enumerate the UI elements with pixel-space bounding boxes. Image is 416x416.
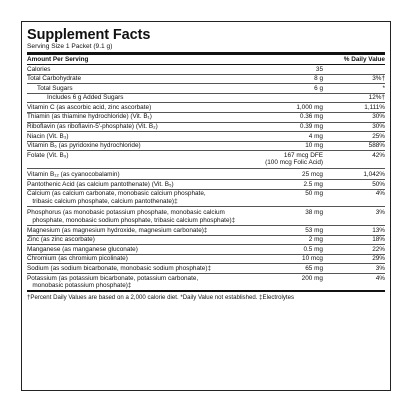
nutrient-row-chromium bbox=[27, 255, 385, 265]
nutrient-row-magnesium bbox=[27, 226, 385, 236]
nutrient-amount: 1,000 mg bbox=[296, 103, 323, 111]
nutrient-row-vitamin-c bbox=[27, 103, 385, 113]
nutrient-dv: 22% bbox=[372, 245, 385, 253]
nutrient-amount: 0.5 mg bbox=[303, 245, 323, 253]
nutrient-dv: 4% bbox=[375, 190, 385, 198]
nutrient-row-riboflavin bbox=[27, 123, 385, 133]
nutrient-name: Calories bbox=[27, 65, 51, 73]
nutrient-amount: 10 mg bbox=[305, 142, 323, 150]
nutrient-dv: 3% bbox=[375, 264, 385, 272]
nutrient-amount: 167 mcg DFE (100 mcg Folic Acid) bbox=[265, 151, 323, 167]
nutrient-amount: 65 mg bbox=[305, 264, 323, 272]
nutrient-name: Zinc (as zinc ascorbate) bbox=[27, 236, 95, 244]
nutrient-row-potassium bbox=[27, 274, 385, 290]
nutrient-dv: 50% bbox=[372, 180, 385, 188]
nutrient-dv: 18% bbox=[372, 236, 385, 244]
nutrient-name: Calcium (as calcium carbonate, monobasic calcium phosphate, tribasic calcium phosphate, calcium pantothenate)‡ bbox=[27, 190, 206, 205]
nutrient-amount: 4 mg bbox=[308, 132, 323, 140]
nutrient-name: Sodium (as sodium bicarbonate, monobasic sodium phosphate)‡ bbox=[27, 264, 212, 272]
daily-value-header: % Daily Value bbox=[343, 56, 385, 63]
nutrient-dv: 588% bbox=[368, 142, 385, 150]
panel-title: Supplement Facts bbox=[27, 27, 151, 43]
nutrient-dv: 1,111% bbox=[364, 103, 385, 111]
nutrient-name: Phosphorus (as monobasic potassium phosphate, monobasic calcium phosphate, monobasic sodium phosphate, tribasic calcium phosphate)‡ bbox=[27, 209, 236, 224]
nutrient-name: Includes 6 g Added Sugars bbox=[47, 94, 124, 102]
nutrient-name: Niacin (Vit. B₃) bbox=[27, 132, 69, 140]
nutrient-row-total-carbohydrate bbox=[27, 75, 385, 85]
nutrient-dv: 13% bbox=[372, 226, 385, 234]
nutrient-row-thiamin bbox=[27, 113, 385, 123]
nutrient-amount: 2 mg bbox=[308, 236, 323, 244]
nutrient-amount: 6 g bbox=[314, 84, 323, 92]
nutrient-amount: 8 g bbox=[314, 75, 323, 83]
nutrient-list bbox=[27, 65, 385, 290]
nutrient-dv: 30% bbox=[372, 123, 385, 131]
nutrient-row-pantothenic-acid bbox=[27, 180, 385, 190]
nutrient-amount: 0.36 mg bbox=[299, 113, 323, 121]
nutrient-amount: 25 mcg bbox=[302, 171, 323, 179]
nutrient-name: Magnesium (as magnesium hydroxide, magnesium carbonate)‡ bbox=[27, 226, 208, 234]
footnote: †Percent Daily Values are based on a 2,000 calorie diet. *Daily Value not established. ‡Electrolytes bbox=[27, 290, 385, 302]
nutrient-name: Riboflavin (as riboflavin-5′-phosphate) (Vit. B₂) bbox=[27, 123, 158, 131]
nutrient-amount: 200 mg bbox=[301, 274, 323, 282]
nutrient-name: Vitamin B₆ (as pyridoxine hydrochloride) bbox=[27, 142, 141, 150]
nutrient-row-calories bbox=[27, 65, 385, 75]
nutrient-name: Vitamin C (as ascorbic acid, zinc ascorbate) bbox=[27, 103, 152, 111]
nutrient-amount: 38 mg bbox=[305, 209, 323, 217]
nutrient-dv: 3%† bbox=[372, 75, 385, 83]
nutrient-dv: 25% bbox=[372, 132, 385, 140]
nutrient-name: Potassium (as potassium bicarbonate, potassium carbonate, monobasic potassium phosphate)‡ bbox=[27, 274, 199, 290]
nutrient-row-added-sugars bbox=[27, 94, 385, 104]
nutrient-row-zinc bbox=[27, 236, 385, 246]
nutrient-amount: 0.39 mg bbox=[299, 123, 323, 131]
nutrient-dv: 3% bbox=[375, 209, 385, 217]
nutrient-dv: 4% bbox=[375, 274, 385, 282]
nutrient-dv: 30% bbox=[372, 113, 385, 121]
nutrient-amount: 35 bbox=[315, 65, 323, 73]
nutrient-amount: 10 mcg bbox=[302, 255, 323, 263]
nutrient-dv: 29% bbox=[372, 255, 385, 263]
nutrient-row-sodium bbox=[27, 264, 385, 274]
nutrient-dv: 12%† bbox=[368, 94, 385, 102]
supplement-facts-panel bbox=[21, 21, 391, 391]
nutrient-row-calcium bbox=[27, 190, 385, 207]
nutrient-name: Total Sugars bbox=[37, 84, 73, 92]
nutrient-name: Thiamin (as thiamine hydrochloride) (Vit. B₁) bbox=[27, 113, 152, 121]
nutrient-row-total-sugars bbox=[27, 84, 385, 94]
nutrient-row-folate bbox=[27, 151, 385, 168]
nutrient-row-manganese bbox=[27, 245, 385, 255]
nutrient-amount: 50 mg bbox=[305, 190, 323, 198]
nutrient-amount: 53 mg bbox=[305, 226, 323, 234]
column-header-row bbox=[27, 55, 385, 64]
nutrient-name: Pantothenic Acid (as calcium pantothenate) (Vit. B₅) bbox=[27, 180, 174, 188]
nutrient-dv: 1,042% bbox=[363, 171, 385, 179]
amount-header: Amount Per Serving bbox=[27, 56, 89, 63]
nutrient-row-phosphorus bbox=[27, 209, 385, 226]
nutrient-name: Chromium (as chromium picolinate) bbox=[27, 255, 128, 263]
nutrient-name: Total Carbohydrate bbox=[27, 75, 81, 83]
nutrient-dv: 42% bbox=[372, 151, 385, 159]
serving-size: Serving Size 1 Packet (9.1 g) bbox=[27, 43, 113, 50]
nutrient-row-vitamin-b12 bbox=[27, 171, 385, 181]
nutrient-name: Vitamin B₁₂ (as cyanocobalamin) bbox=[27, 171, 120, 179]
nutrient-name: Manganese (as manganese gluconate) bbox=[27, 245, 138, 253]
nutrient-row-niacin bbox=[27, 132, 385, 142]
nutrient-row-vitamin-b6 bbox=[27, 142, 385, 152]
nutrient-name: Folate (Vit. B₉) bbox=[27, 151, 69, 159]
nutrient-dv: * bbox=[382, 84, 385, 92]
nutrient-amount: 2.5 mg bbox=[303, 180, 323, 188]
